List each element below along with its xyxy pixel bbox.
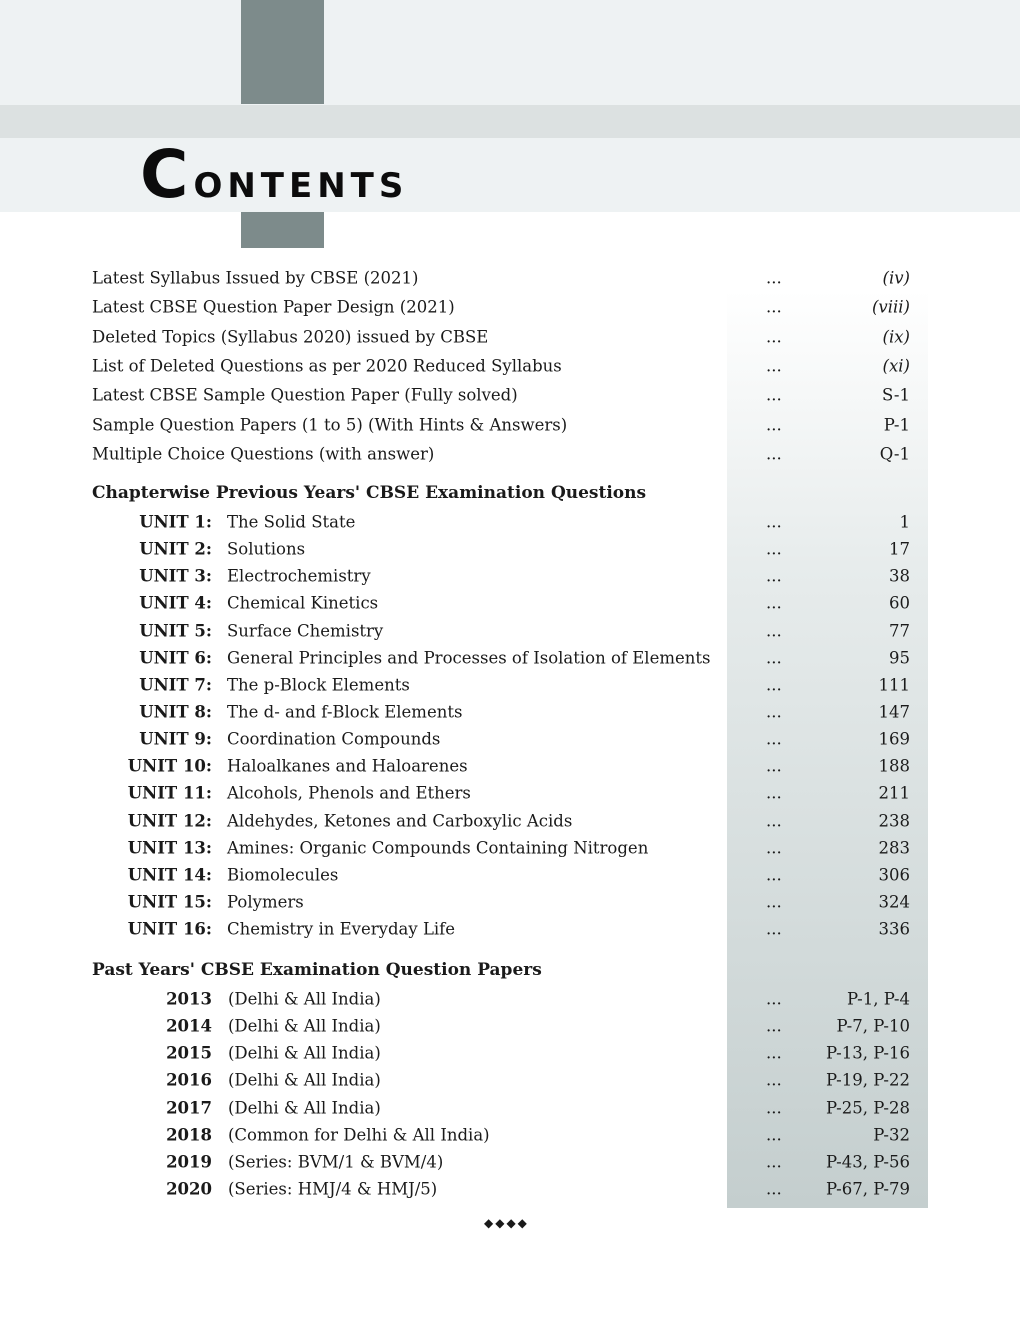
unit-label: UNIT 7:: [139, 675, 212, 695]
unit-label: UNIT 1:: [139, 512, 212, 532]
paper-year: 2013: [166, 989, 212, 1009]
paper-year: 2017: [166, 1098, 212, 1118]
page-number: 17: [889, 539, 910, 559]
page-number: 211: [878, 783, 910, 803]
unit-entry[interactable]: [0, 861, 1020, 888]
unit-label: UNIT 3:: [139, 566, 212, 586]
page-number: 95: [889, 648, 910, 668]
unit-label: UNIT 4:: [139, 593, 212, 613]
end-mark: ◆◆◆◆: [484, 1216, 529, 1230]
unit-label: UNIT 16:: [127, 919, 212, 939]
leader-dots: ...: [766, 919, 782, 939]
leader-dots: ...: [766, 327, 782, 347]
paper-entry[interactable]: [0, 1121, 1020, 1148]
unit-title: The d- and f-Block Elements: [227, 702, 463, 722]
page-number: 60: [889, 593, 910, 613]
unit-label: UNIT 12:: [127, 811, 212, 831]
page-number: 283: [878, 838, 910, 858]
paper-year: 2014: [166, 1016, 212, 1036]
paper-title: (Delhi & All India): [228, 1070, 381, 1090]
page-number: P-1: [883, 415, 910, 435]
page-number: 238: [878, 811, 910, 831]
unit-title: Biomolecules: [227, 865, 339, 885]
unit-entry[interactable]: [0, 834, 1020, 861]
unit-entry[interactable]: [0, 590, 1020, 617]
paper-entry[interactable]: [0, 1013, 1020, 1040]
unit-entry[interactable]: [0, 888, 1020, 915]
leader-dots: ...: [766, 838, 782, 858]
title-initial: C: [140, 136, 194, 213]
page-number: P-43, P-56: [825, 1152, 910, 1172]
decorative-block-top: [241, 0, 324, 104]
unit-title: Coordination Compounds: [227, 729, 441, 749]
leader-dots: ...: [766, 811, 782, 831]
leader-dots: ...: [766, 566, 782, 586]
unit-entry[interactable]: [0, 509, 1020, 536]
leader-dots: ...: [766, 356, 782, 376]
leader-dots: ...: [766, 865, 782, 885]
toc-entry[interactable]: [0, 322, 1020, 351]
page-number: P-13, P-16: [825, 1043, 910, 1063]
paper-year: 2020: [166, 1179, 212, 1199]
toc-entry[interactable]: [0, 410, 1020, 439]
entry-title: Multiple Choice Questions (with answer): [92, 444, 435, 464]
unit-entry[interactable]: [0, 671, 1020, 698]
page-number: 77: [889, 621, 910, 641]
paper-entry[interactable]: [0, 1175, 1020, 1202]
leader-dots: ...: [766, 729, 782, 749]
leader-dots: ...: [766, 892, 782, 912]
chapterwise-heading: Chapterwise Previous Years' CBSE Examination Questions: [92, 483, 647, 503]
leader-dots: ...: [766, 989, 782, 1009]
entry-title: Sample Question Papers (1 to 5) (With Hints & Answers): [92, 415, 568, 435]
entry-title: Deleted Topics (Syllabus 2020) issued by CBSE: [92, 327, 489, 347]
unit-entry[interactable]: [0, 753, 1020, 780]
paper-year: 2019: [166, 1152, 212, 1172]
paper-year: 2016: [166, 1070, 212, 1090]
leader-dots: ...: [766, 1098, 782, 1118]
page-title: [140, 138, 408, 212]
unit-label: UNIT 6:: [139, 648, 212, 668]
page-number: P-7, P-10: [836, 1016, 910, 1036]
page-number: P-25, P-28: [825, 1098, 910, 1118]
unit-title: Haloalkanes and Haloarenes: [227, 756, 468, 776]
paper-title: (Delhi & All India): [228, 989, 381, 1009]
header-band-stripe: [0, 105, 1020, 138]
unit-entry[interactable]: [0, 563, 1020, 590]
leader-dots: ...: [766, 415, 782, 435]
unit-label: UNIT 13:: [127, 838, 212, 858]
page-number: 169: [878, 729, 910, 749]
leader-dots: ...: [766, 385, 782, 405]
unit-entry[interactable]: [0, 644, 1020, 671]
page-number: 147: [878, 702, 910, 722]
leader-dots: ...: [766, 297, 782, 317]
page-number: P-67, P-79: [825, 1179, 910, 1199]
entry-title: Latest CBSE Question Paper Design (2021): [92, 297, 455, 317]
title-rest: ontents: [193, 153, 409, 209]
unit-label: UNIT 9:: [139, 729, 212, 749]
unit-entry[interactable]: [0, 617, 1020, 644]
leader-dots: ...: [766, 675, 782, 695]
paper-title: (Delhi & All India): [228, 1098, 381, 1118]
page-number: Q-1: [879, 444, 910, 464]
past-papers-heading: Past Years' CBSE Examination Question Papers: [92, 960, 542, 980]
page-number: (ix): [882, 327, 910, 347]
unit-title: Chemical Kinetics: [227, 593, 379, 613]
page-number: (xi): [882, 356, 910, 376]
header-band-top: [0, 0, 1020, 105]
page-number: 336: [878, 919, 910, 939]
unit-label: UNIT 8:: [139, 702, 212, 722]
toc-entry[interactable]: [0, 293, 1020, 322]
page-number: 324: [878, 892, 910, 912]
leader-dots: ...: [766, 1070, 782, 1090]
entry-title: Latest CBSE Sample Question Paper (Fully solved): [92, 385, 518, 405]
leader-dots: ...: [766, 1043, 782, 1063]
unit-entry[interactable]: [0, 916, 1020, 943]
unit-title: Surface Chemistry: [227, 621, 384, 641]
unit-title: Chemistry in Everyday Life: [227, 919, 456, 939]
paper-title: (Series: HMJ/4 & HMJ/5): [228, 1179, 438, 1199]
page-number: (viii): [871, 297, 910, 317]
leader-dots: ...: [766, 1179, 782, 1199]
unit-entry[interactable]: [0, 536, 1020, 563]
leader-dots: ...: [766, 783, 782, 803]
entry-title: List of Deleted Questions as per 2020 Reduced Syllabus: [92, 356, 562, 376]
unit-entry[interactable]: [0, 726, 1020, 753]
leader-dots: ...: [766, 539, 782, 559]
unit-entry[interactable]: [0, 807, 1020, 834]
toc-entry[interactable]: [0, 351, 1020, 380]
paper-title: (Delhi & All India): [228, 1043, 381, 1063]
unit-label: UNIT 15:: [127, 892, 212, 912]
unit-title: General Principles and Processes of Isolation of Elements: [227, 648, 711, 668]
paper-title: (Delhi & All India): [228, 1016, 381, 1036]
paper-title: (Series: BVM/1 & BVM/4): [228, 1152, 444, 1172]
paper-entry[interactable]: [0, 1094, 1020, 1121]
leader-dots: ...: [766, 1152, 782, 1172]
unit-title: Electrochemistry: [227, 566, 371, 586]
paper-title: (Common for Delhi & All India): [228, 1125, 490, 1145]
page-number: 111: [878, 675, 910, 695]
toc-entry[interactable]: [0, 264, 1020, 293]
unit-title: Alcohols, Phenols and Ethers: [227, 783, 471, 803]
paper-entry[interactable]: [0, 1040, 1020, 1067]
unit-label: UNIT 11:: [127, 783, 212, 803]
paper-entry[interactable]: [0, 986, 1020, 1013]
leader-dots: ...: [766, 1016, 782, 1036]
toc-entry[interactable]: [0, 381, 1020, 410]
leader-dots: ...: [766, 512, 782, 532]
page-number: P-19, P-22: [825, 1070, 910, 1090]
unit-title: Polymers: [227, 892, 304, 912]
unit-entry[interactable]: [0, 780, 1020, 807]
front-matter-list: [0, 264, 1020, 469]
toc-entry[interactable]: [0, 439, 1020, 468]
unit-list: [0, 509, 1020, 943]
year-list: [0, 986, 1020, 1203]
paper-entry[interactable]: [0, 1148, 1020, 1175]
leader-dots: ...: [766, 1125, 782, 1145]
page-number: S-1: [882, 385, 910, 405]
page-number: 188: [878, 756, 910, 776]
leader-dots: ...: [766, 756, 782, 776]
leader-dots: ...: [766, 444, 782, 464]
page-number: P-1, P-4: [846, 989, 910, 1009]
page-number: 306: [878, 865, 910, 885]
unit-title: Solutions: [227, 539, 306, 559]
leader-dots: ...: [766, 648, 782, 668]
unit-title: The Solid State: [227, 512, 356, 532]
leader-dots: ...: [766, 593, 782, 613]
unit-entry[interactable]: [0, 698, 1020, 725]
page-number: (iv): [882, 268, 910, 288]
entry-title: Latest Syllabus Issued by CBSE (2021): [92, 268, 419, 288]
leader-dots: ...: [766, 621, 782, 641]
leader-dots: ...: [766, 268, 782, 288]
page-number: 1: [899, 512, 910, 532]
leader-dots: ...: [766, 702, 782, 722]
decorative-block-bottom: [241, 212, 324, 248]
page-number: P-32: [873, 1125, 910, 1145]
paper-year: 2018: [166, 1125, 212, 1145]
unit-label: UNIT 2:: [139, 539, 212, 559]
unit-label: UNIT 10:: [127, 756, 212, 776]
page-number: 38: [889, 566, 910, 586]
unit-title: Aldehydes, Ketones and Carboxylic Acids: [227, 811, 573, 831]
unit-label: UNIT 14:: [127, 865, 212, 885]
paper-entry[interactable]: [0, 1067, 1020, 1094]
unit-label: UNIT 5:: [139, 621, 212, 641]
unit-title: Amines: Organic Compounds Containing Nitrogen: [227, 838, 649, 858]
unit-title: The p-Block Elements: [227, 675, 410, 695]
paper-year: 2015: [166, 1043, 212, 1063]
